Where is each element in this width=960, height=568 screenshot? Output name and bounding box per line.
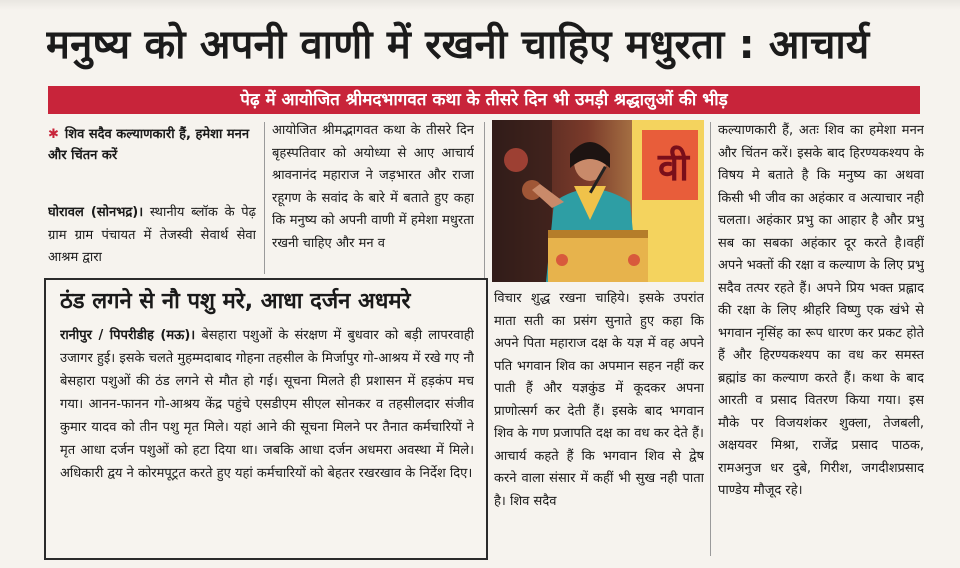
article-subheadline-band: पेढ़ में आयोजित श्रीमदभागवत कथा के तीसरे दिन भी उमड़ी श्रद्धालुओं की भीड़ bbox=[48, 86, 920, 114]
article-column-4: कल्याणकारी हैं, अतः शिव का हमेशा मनन और चिंतन करें। इसके बाद हिरण्यकश्यप के विषय मे बताते है कि मनुष्य का अथवा किसी भी जीव का अहंकार व अत्याचार नही चलता। अहंकार प्रभु का आहार है और प्रभु सब का सबका अहंकार दूर करते है।वहीं अपने भक्तों की रक्षा व कल्याण के लिए प्रभु सदैव तत्पर रहते हैं। अपने प्रिय भक्त प्रह्लाद की रक्षा के लिए श्रीहरि विष्णु एक खंभे से भगवान नृसिंह का रूप धारण कर प्रकट होते हैं और हिरण्यकश्यप का वध कर समस्त ब्रह्मांड का कल्याण करते हैं। कथा के बाद आरती व प्रसाद वितरण किया गया। इस मौके पर विजयशंकर शुक्ला, तेजबली, अक्षयवर मिश्रा, राजेंद्र प्रसाद पाठक, रामअनुज धर दुबे, गिरीश, जगदीशप्रसाद पाण्डेय मौजूद रहे। bbox=[718, 123, 924, 498]
speaker-photo bbox=[492, 120, 704, 282]
boxed-story-title: ठंड लगने से नौ पशु मरे, आधा दर्जन अधमरे bbox=[60, 289, 411, 314]
star-icon: ✱ bbox=[48, 127, 59, 142]
article-dateline: घोरावल (सोनभद्र)। bbox=[48, 205, 144, 220]
article-column-2: आयोजित श्रीमद्भागवत कथा के तीसरे दिन बृहस्पतिवार को अयोध्या से आए आचार्य श्रावनानंद महाराज ने जड़भारत और राजा रहूगण के सवांद के बारे में बताते हुए कहा कि मनुष्य को अपनी वाणी में हमेशा मधुरता रखनी चाहिए और मन व bbox=[272, 123, 474, 251]
boxed-story-text: बेसहारा पशुओं के संरक्षण में बुधवार को बड़ी लापरवाही उजागर हुई। इसके चलते मुहम्मदाबाद गोहना तहसील के मिर्जापुर गो-आश्रय में रखे गए नौ बेसहारा पशुओं की ठंड लगने से मौत हो गई। सूचना मिलते ही प्रशासन में हड़कंप मच गया। आनन-फानन गो-आश्रय केंद्र पहुंचे एसडीएम सीएल सोनकर व तहसीलदार संजीव कुमार यादव को तीन पशु मृत मिले। यहां आने की सूचना मिलने पर तैनात कर्मचारियों ने मृत आधा दर्जन पशुओं को हटा दिया था। जबकि आधा दर्जन अधमरा अवस्था में मिले। अधिकारी द्वय ने कोरमपूट्रत करते हुए यहां कर्मचारियों को बेहतर रखरखाव के निर्देश दिए। bbox=[60, 328, 474, 481]
top-edge-fragment bbox=[0, 0, 960, 10]
banner-fragment-text: वी bbox=[658, 145, 689, 189]
boxed-story-body bbox=[60, 324, 474, 552]
article-column-3: विचार शुद्ध रखना चाहिये। इसके उपरांत माता सती का प्रसंग सुनाते हुए कहा कि अपने पिता महाराज दक्ष के यज्ञ में वह अपने पति भगवान शिव का अपमान सहन नहीं कर पाती हैं और यज्ञकुंड में कूदकर अपना प्राणोत्सर्ग कर देती हैं। इसके बाद भगवान शिव के गण प्रजापति दक्ष का वध कर देते हैं। आचार्य कहते हैं कि भगवान शिव से द्वेष करने वाला संसार में कहीं भी सुख नही पाता है। शिव सदैव bbox=[494, 291, 704, 509]
bottom-edge-fragment bbox=[0, 552, 960, 568]
column-divider bbox=[710, 122, 711, 556]
article-headline: मनुष्य को अपनी वाणी में रखनी चाहिए मधुरता : आचार्य bbox=[46, 22, 870, 68]
article-column-1 bbox=[48, 202, 256, 274]
boxed-news-story bbox=[44, 278, 488, 560]
pull-quote bbox=[48, 124, 258, 194]
boxed-story-dateline: रानीपुर / पिपरीडीह (मऊ)। bbox=[60, 328, 196, 343]
speaker-photo-illustration bbox=[492, 120, 704, 282]
column-divider bbox=[264, 122, 265, 274]
pull-quote-text: शिव सदैव कल्याणकारी हैं, हमेशा मनन और चिंतन करें bbox=[48, 127, 250, 163]
article-column-1-text: स्थानीय ब्लॉक के पेढ़ ग्राम ग्राम पंचायत में तेजस्वी सेवार्थ सेवा आश्रम द्वारा bbox=[48, 205, 256, 265]
